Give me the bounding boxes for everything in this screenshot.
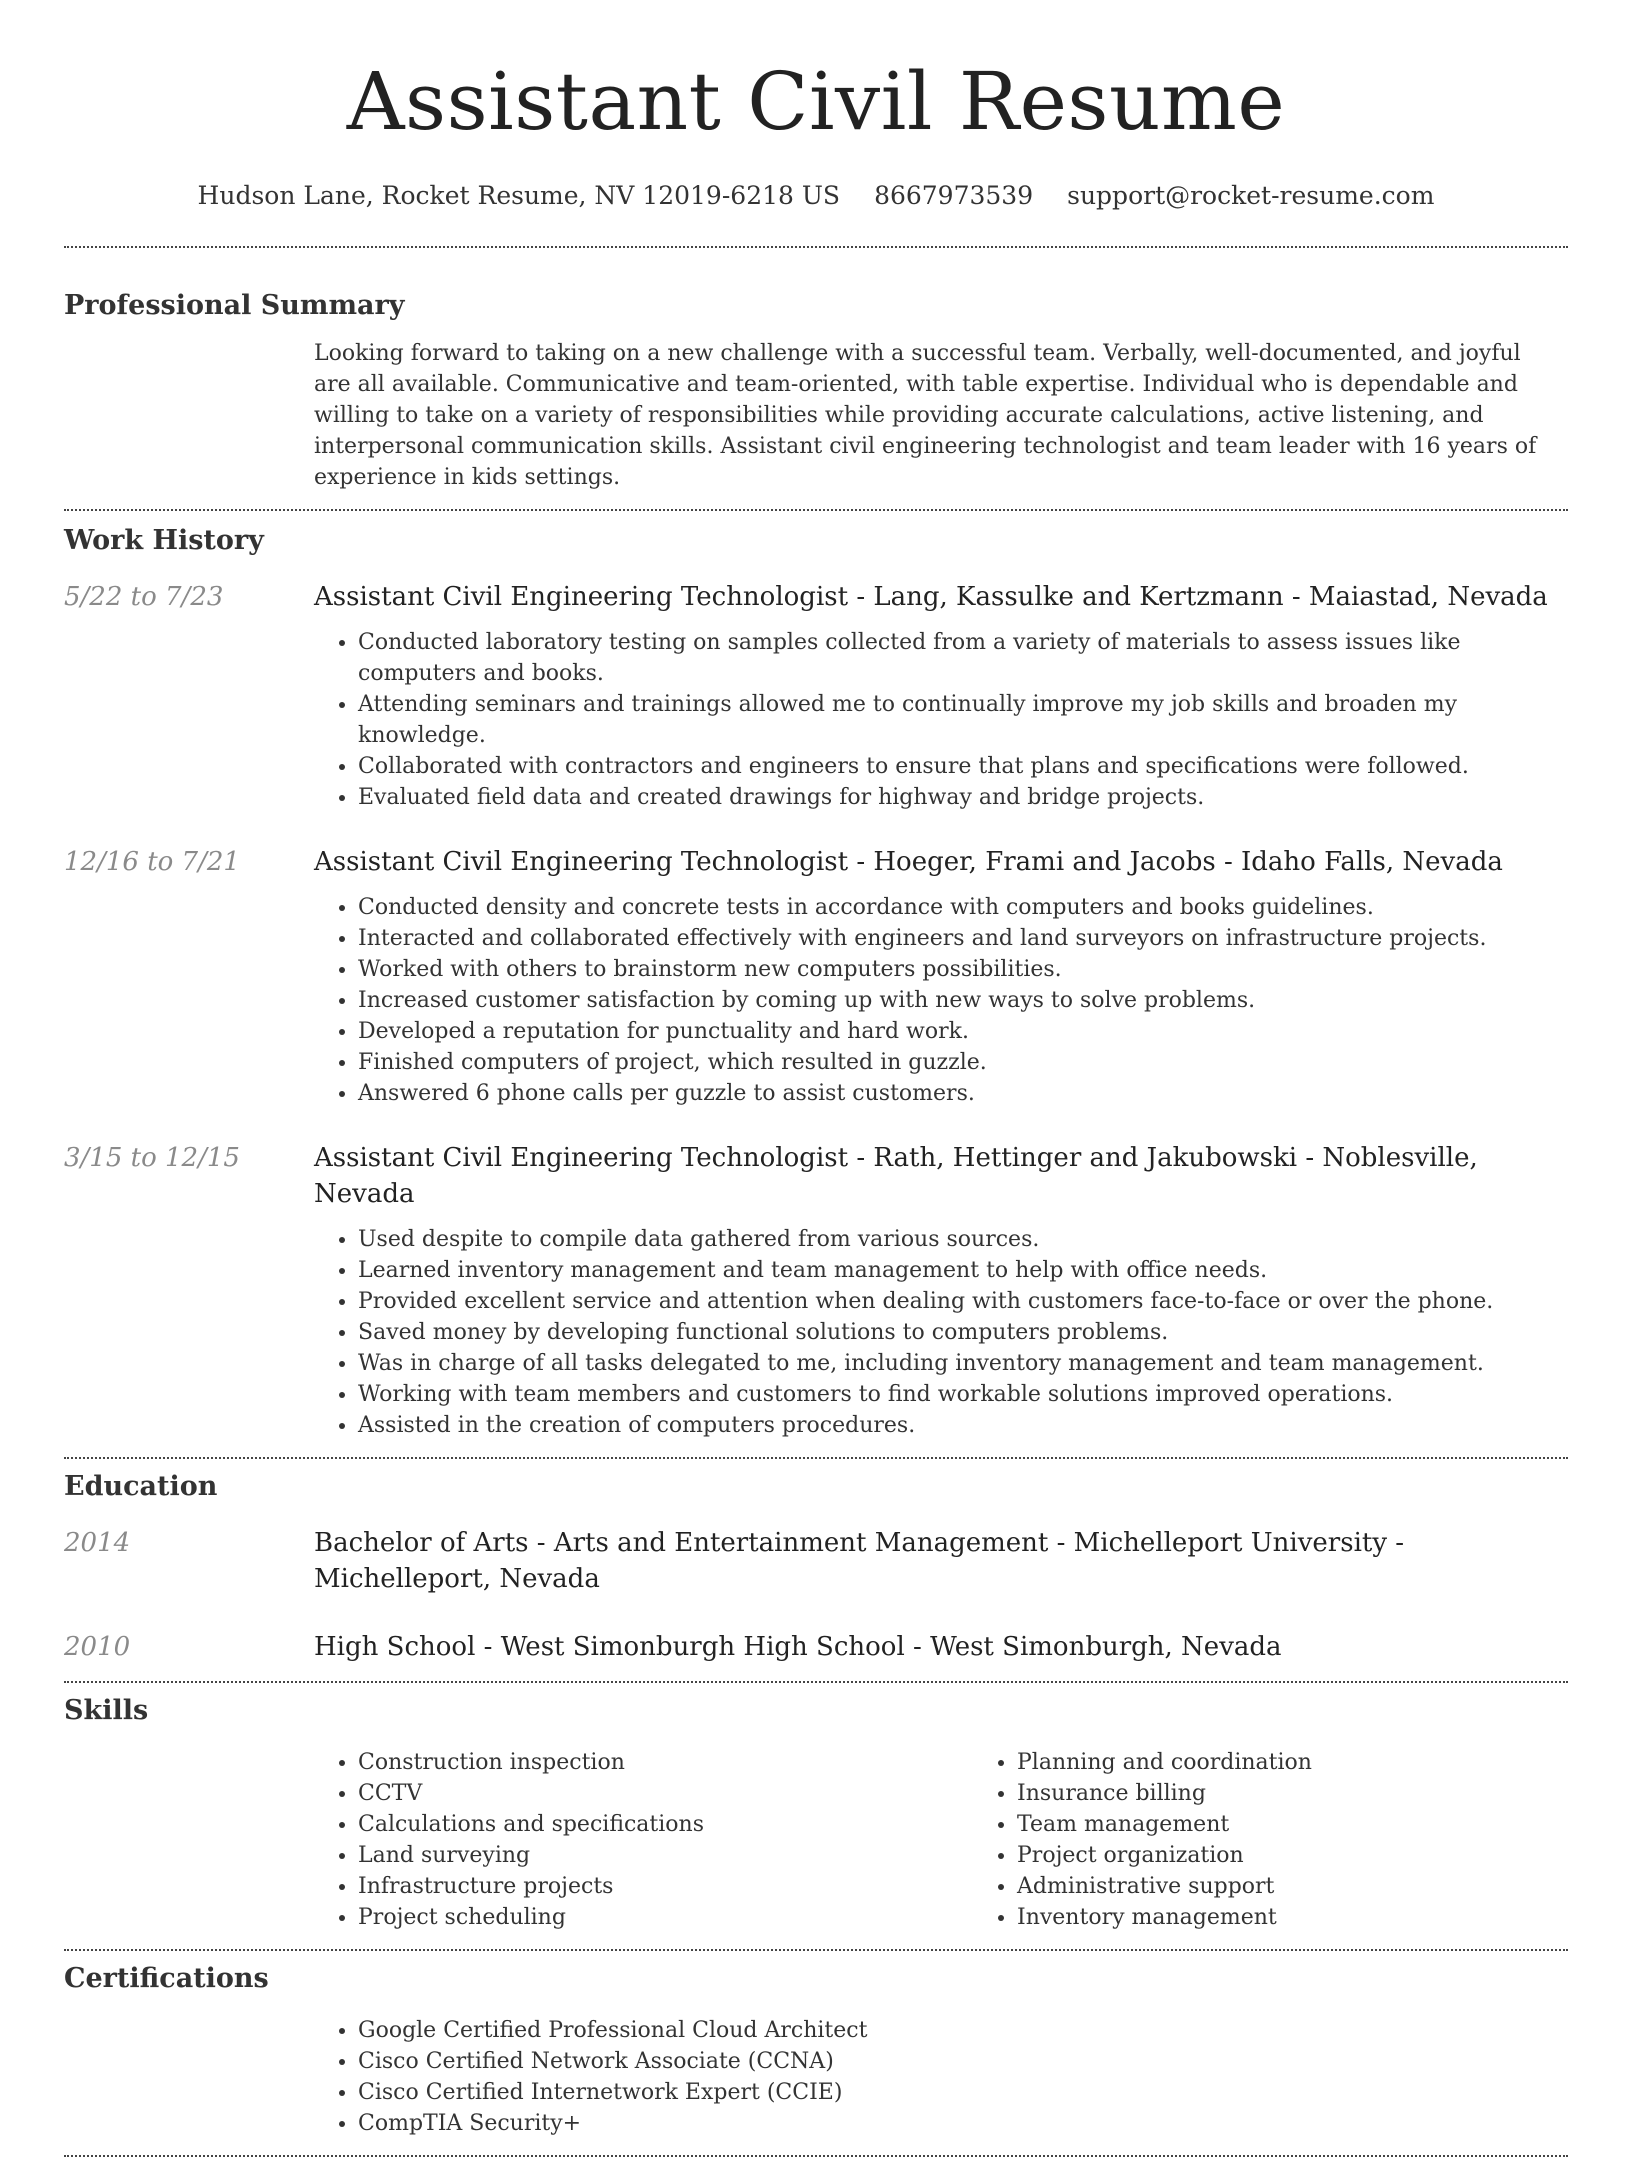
certification-item: • Cisco Certified Internetwork Expert (CCIE) (358, 2077, 1568, 2108)
section-title-certifications: Certifications (64, 1963, 269, 1994)
contact-address: Hudson Lane, Rocket Resume, NV 12019-6218 US (197, 181, 841, 210)
resume-page (64, 0, 1568, 2157)
skill-item: • Administrative support (1017, 1871, 1632, 1902)
job-bullets (314, 627, 1568, 813)
job-dates: 5/22 to 7/23 (64, 582, 224, 612)
contact-line (64, 176, 1568, 216)
section-title-skills: Skills (64, 1695, 149, 1726)
skill-item: • Project scheduling (358, 1902, 973, 1933)
job-bullets (314, 892, 1568, 1109)
list-item: • Attending seminars and trainings allowed me to continually improve my job skills and broaden my knowledge. (358, 689, 1568, 751)
list-item: • Answered 6 phone calls per guzzle to assist customers. (358, 1078, 1568, 1109)
job-dates: 3/15 to 12/15 (64, 1143, 240, 1173)
skill-item: • Inventory management (1017, 1902, 1632, 1933)
section-title-work-history: Work History (64, 525, 264, 556)
list-item: • Developed a reputation for punctuality and hard work. (358, 1016, 1568, 1047)
list-item: • Conducted density and concrete tests in accordance with computers and books guidelines. (358, 892, 1568, 923)
job-bullets (314, 1224, 1568, 1441)
job-entry (64, 844, 1568, 1109)
list-item: • Working with team members and customers to find workable solutions improved operations. (358, 1379, 1568, 1410)
list-item: • Saved money by developing functional solutions to computers problems. (358, 1317, 1568, 1348)
skills-column (314, 1747, 973, 1933)
summary-text: Looking forward to taking on a new challenge with a successful team. Verbally, well-documented, and joyful are all available. Communicative and team-oriented, with table expertise. Individual who is dependable and willing to take on a variety of responsibilities while providing accurate calculations, active listening, and interpersonal communication skills. Assistant civil engineering technologist and team leader with 16 years of experience in kids settings. (314, 341, 1537, 490)
education-text: Bachelor of Arts - Arts and Entertainment Management - Michelleport University - Michelleport, Nevada (314, 1528, 1405, 1594)
education-entry (64, 1629, 1568, 1665)
list-item: • Finished computers of project, which resulted in guzzle. (358, 1047, 1568, 1078)
list-item: • Learned inventory management and team management to help with office needs. (358, 1255, 1568, 1286)
education-entry (64, 1525, 1568, 1597)
skill-item: • CCTV (358, 1778, 973, 1809)
skills-section (64, 1683, 1568, 1933)
list-item: • Evaluated field data and created drawings for highway and bridge projects. (358, 782, 1568, 813)
list-item: • Assisted in the creation of computers procedures. (358, 1410, 1568, 1441)
list-item: • Used despite to compile data gathered from various sources. (358, 1224, 1568, 1255)
job-heading: Assistant Civil Engineering Technologist - Lang, Kassulke and Kertzmann - Maiastad, Nevada (314, 582, 1548, 612)
certification-item: • Google Certified Professional Cloud Architect (358, 2015, 1568, 2046)
skill-item: • Construction inspection (358, 1747, 973, 1778)
education-year: 2014 (64, 1528, 131, 1558)
job-entry (64, 579, 1568, 813)
list-item: • Was in charge of all tasks delegated to me, including inventory management and team management. (358, 1348, 1568, 1379)
skill-item: • Calculations and specifications (358, 1809, 973, 1840)
list-item: • Provided excellent service and attention when dealing with customers face-to-face or over the phone. (358, 1286, 1568, 1317)
section-title-summary: Professional Summary (64, 290, 405, 321)
certifications-section (64, 1951, 1568, 2139)
skill-item: • Insurance billing (1017, 1778, 1632, 1809)
education-year: 2010 (64, 1632, 131, 1662)
contact-email: support@rocket-resume.com (1067, 181, 1435, 210)
skill-item: • Planning and coordination (1017, 1747, 1632, 1778)
resume-title: Assistant Civil Resume (346, 55, 1286, 148)
work-history-section (64, 511, 1568, 1441)
education-section (64, 1459, 1568, 1665)
skill-item: • Team management (1017, 1809, 1632, 1840)
section-title-education: Education (64, 1471, 218, 1502)
contact-phone: 8667973539 (874, 181, 1034, 210)
list-item: • Collaborated with contractors and engineers to ensure that plans and specifications were followed. (358, 751, 1568, 782)
certifications-list (314, 2015, 1568, 2139)
list-item: • Interacted and collaborated effectively with engineers and land surveyors on infrastructure projects. (358, 923, 1568, 954)
skill-item: • Land surveying (358, 1840, 973, 1871)
summary-section (64, 248, 1568, 493)
list-item: • Worked with others to brainstorm new computers possibilities. (358, 954, 1568, 985)
skill-item: • Project organization (1017, 1840, 1632, 1871)
list-item: • Conducted laboratory testing on samples collected from a variety of materials to assess issues like computers and books. (358, 627, 1568, 689)
job-entry (64, 1140, 1568, 1441)
certification-item: • CompTIA Security+ (358, 2108, 1568, 2139)
job-heading: Assistant Civil Engineering Technologist - Rath, Hettinger and Jakubowski - Noblesville, Nevada (314, 1143, 1478, 1209)
job-heading: Assistant Civil Engineering Technologist - Hoeger, Frami and Jacobs - Idaho Falls, Nevada (314, 847, 1503, 877)
list-item: • Increased customer satisfaction by coming up with new ways to solve problems. (358, 985, 1568, 1016)
certification-item: • Cisco Certified Network Associate (CCNA) (358, 2046, 1568, 2077)
education-text: High School - West Simonburgh High School - West Simonburgh, Nevada (314, 1632, 1282, 1662)
job-dates: 12/16 to 7/21 (64, 847, 240, 877)
skill-item: • Infrastructure projects (358, 1871, 973, 1902)
skills-column (973, 1747, 1632, 1933)
